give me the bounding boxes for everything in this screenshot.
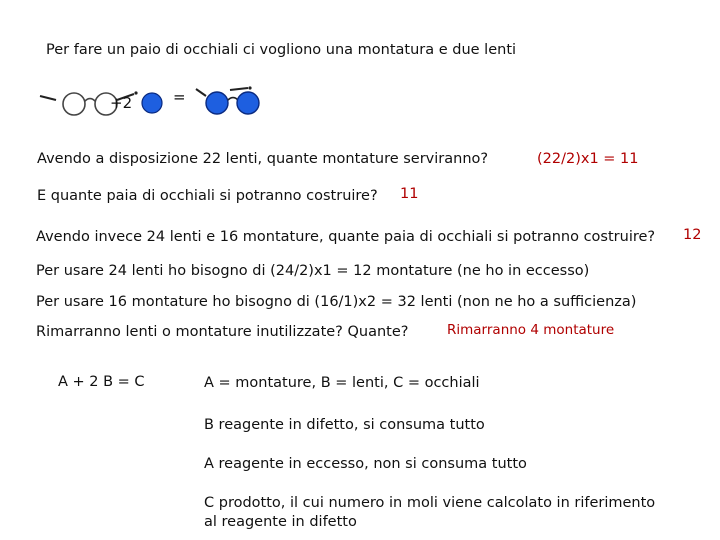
note-c-product-line2: al reagente in difetto	[204, 514, 357, 530]
reaction-legend: A = montature, B = lenti, C = occhiali	[204, 375, 480, 391]
question-leftover: Rimarranno lenti o montature inutilizzate? Quante?	[36, 324, 409, 340]
line-montature-16: Per usare 16 montature ho bisogno di (16/1)x2 = 32 lenti (non ne ho a sufficienza)	[36, 294, 637, 310]
note-c-product-line1: C prodotto, il cui numero in moli viene calcolato in riferimento	[204, 495, 656, 511]
intro-text: Per fare un paio di occhiali ci vogliono una montatura e due lenti	[46, 42, 517, 58]
note-b-limiting: B reagente in difetto, si consuma tutto	[204, 417, 485, 433]
line-lenti-24: Per usare 24 lenti ho bisogno di (24/2)x1 = 12 montature (ne ho in eccesso)	[36, 263, 590, 279]
blue-lens-icon	[140, 91, 164, 115]
answer-pairs: 11	[400, 186, 419, 202]
note-a-excess: A reagente in eccesso, non si consuma tutto	[204, 456, 527, 472]
answer-24-16: 12	[683, 227, 702, 243]
question-24-16: Avendo invece 24 lenti e 16 montature, quante paia di occhiali si potranno costruire?	[36, 229, 656, 245]
plus-two-label: +2	[110, 94, 133, 112]
answer-lenses-22: (22/2)x1 = 11	[537, 151, 639, 167]
question-pairs: E quante paia di occhiali si potranno costruire?	[37, 188, 378, 204]
equals-sign: =	[173, 88, 186, 106]
question-lenses-22: Avendo a disposizione 22 lenti, quante montature serviranno?	[37, 151, 489, 167]
finished-glasses-icon	[196, 86, 266, 116]
reaction-equation: A + 2 B = C	[58, 374, 145, 390]
answer-leftover: Rimarranno 4 montature	[447, 322, 615, 338]
